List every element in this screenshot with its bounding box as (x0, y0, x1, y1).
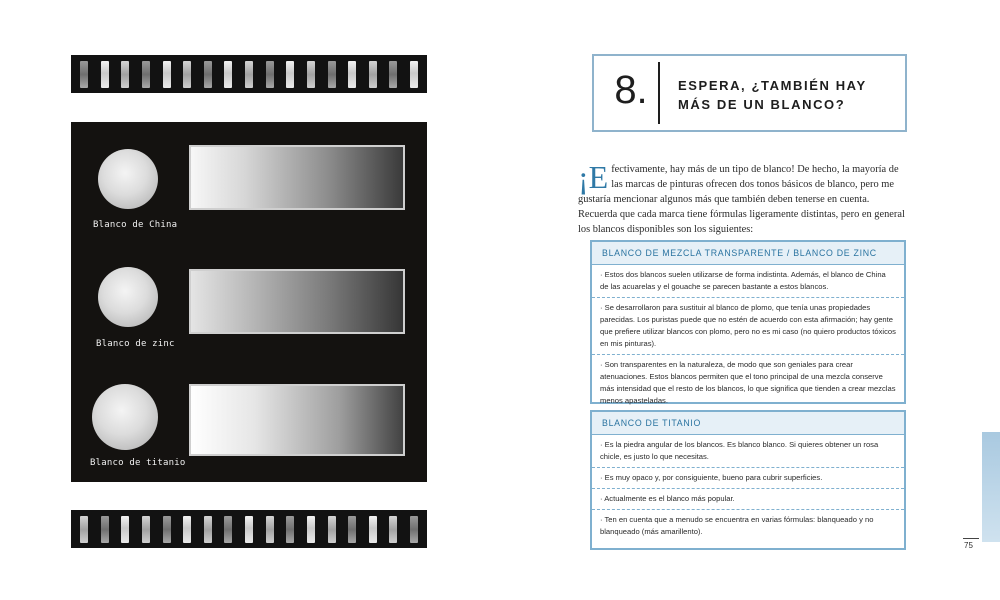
title-divider (658, 62, 660, 124)
paint-stroke (389, 61, 397, 88)
paint-stroke (101, 516, 109, 543)
paint-stroke (369, 516, 377, 543)
paint-stroke (163, 516, 171, 543)
paint-stroke (286, 61, 294, 88)
intro-text: fectivamente, hay más de un tipo de blanco! De hecho, la mayoría de las marcas de pinturas ofrecen dos tonos básicos de blanco, pero me gustaría mencionar algunos más que también deben tenerse en cuenta. Recuerda que cada marca tiene fórmulas ligeramente distintas, pero en general los blancos disponibles son los siguientes: (578, 164, 905, 235)
swatch-gradient-zinc (189, 269, 405, 334)
paint-stroke (307, 61, 315, 88)
paint-stroke (163, 61, 171, 88)
paint-stroke (348, 61, 356, 88)
list-item: · Es la piedra angular de los blancos. Es blanco blanco. Si quieres obtener un rosa chicle, es justo lo que necesitas. (592, 435, 904, 468)
page-number-rule (963, 538, 979, 539)
paint-stroke (80, 516, 88, 543)
swatch-gradient-china (189, 145, 405, 210)
paint-stroke (389, 516, 397, 543)
drop-cap: ¡E (578, 159, 609, 195)
paint-stroke (224, 61, 232, 88)
paint-stroke (266, 516, 274, 543)
page-number: 75 (964, 541, 973, 550)
list-item: · Estos dos blancos suelen utilizarse de forma indistinta. Además, el blanco de China de las acuarelas y el gouache se parecen bastante a estos blancos. (592, 265, 904, 298)
swatch-label-titanio: Blanco de titanio (90, 458, 186, 468)
paint-stroke (410, 516, 418, 543)
paint-stroke (410, 61, 418, 88)
section-title-box (592, 54, 907, 132)
paint-stroke (348, 516, 356, 543)
paint-stroke (121, 61, 129, 88)
section-number: 8. (614, 68, 648, 112)
section-title-line2: MÁS DE UN BLANCO? (678, 97, 846, 112)
section-title (678, 76, 878, 114)
paint-stroke (245, 61, 253, 88)
paint-stroke (307, 516, 315, 543)
paint-stroke (245, 516, 253, 543)
paint-stroke (142, 516, 150, 543)
paint-stroke (183, 61, 191, 88)
chapter-edge-tab (982, 432, 1000, 542)
swatch-strip-top (71, 55, 427, 93)
zinc-box-heading: BLANCO DE MEZCLA TRANSPARENTE / BLANCO DE ZINC (592, 242, 904, 265)
intro-paragraph (578, 159, 908, 237)
paint-stroke (204, 61, 212, 88)
zinc-white-box (590, 240, 906, 404)
titanium-box-heading: BLANCO DE TITANIO (592, 412, 904, 435)
list-item: · Se desarrollaron para sustituir al blanco de plomo, que tenía unas propiedades parecidas. Los puristas puede que no estén de acuerdo con esta afirmación; hay gente que prefiere utilizar blancos con plomo, pero no es mi caso (no quiero productos tóxicos en mis pinturas). (592, 298, 904, 355)
swatch-circle-titanio (92, 384, 158, 450)
paint-stroke (369, 61, 377, 88)
section-title-line1: ESPERA, ¿TAMBIÉN HAY (678, 78, 867, 93)
white-paint-swatch-panel (71, 122, 427, 482)
paint-stroke (204, 516, 212, 543)
list-item: · Actualmente es el blanco más popular. (592, 489, 904, 510)
swatch-circle-zinc (98, 267, 158, 327)
list-item: · Ten en cuenta que a menudo se encuentra en varias fórmulas: blanqueado y no blanqueado (más amarillento). (600, 515, 874, 536)
paint-stroke (121, 516, 129, 543)
paint-stroke (224, 516, 232, 543)
paint-stroke (328, 516, 336, 543)
swatch-label-zinc: Blanco de zinc (96, 339, 175, 349)
list-item: · Son transparentes en la naturaleza, de modo que son geniales para crear atenuaciones. Estos blancos permiten que el tono principal de una mezcla conserve más intensidad que el resto de los blancos, lo que significa que tienden a crear mezclas menos apasteladas. (600, 360, 896, 405)
paint-stroke (328, 61, 336, 88)
paint-stroke (266, 61, 274, 88)
list-item: · Es muy opaco y, por consiguiente, bueno para cubrir superficies. (592, 468, 904, 489)
swatch-label-china: Blanco de China (93, 220, 178, 230)
paint-stroke (101, 61, 109, 88)
swatch-gradient-titanio (189, 384, 405, 456)
swatch-circle-china (98, 149, 158, 209)
paint-stroke (142, 61, 150, 88)
paint-stroke (183, 516, 191, 543)
titanium-white-box (590, 410, 906, 550)
swatch-strip-bottom (71, 510, 427, 548)
paint-stroke (80, 61, 88, 88)
paint-stroke (286, 516, 294, 543)
